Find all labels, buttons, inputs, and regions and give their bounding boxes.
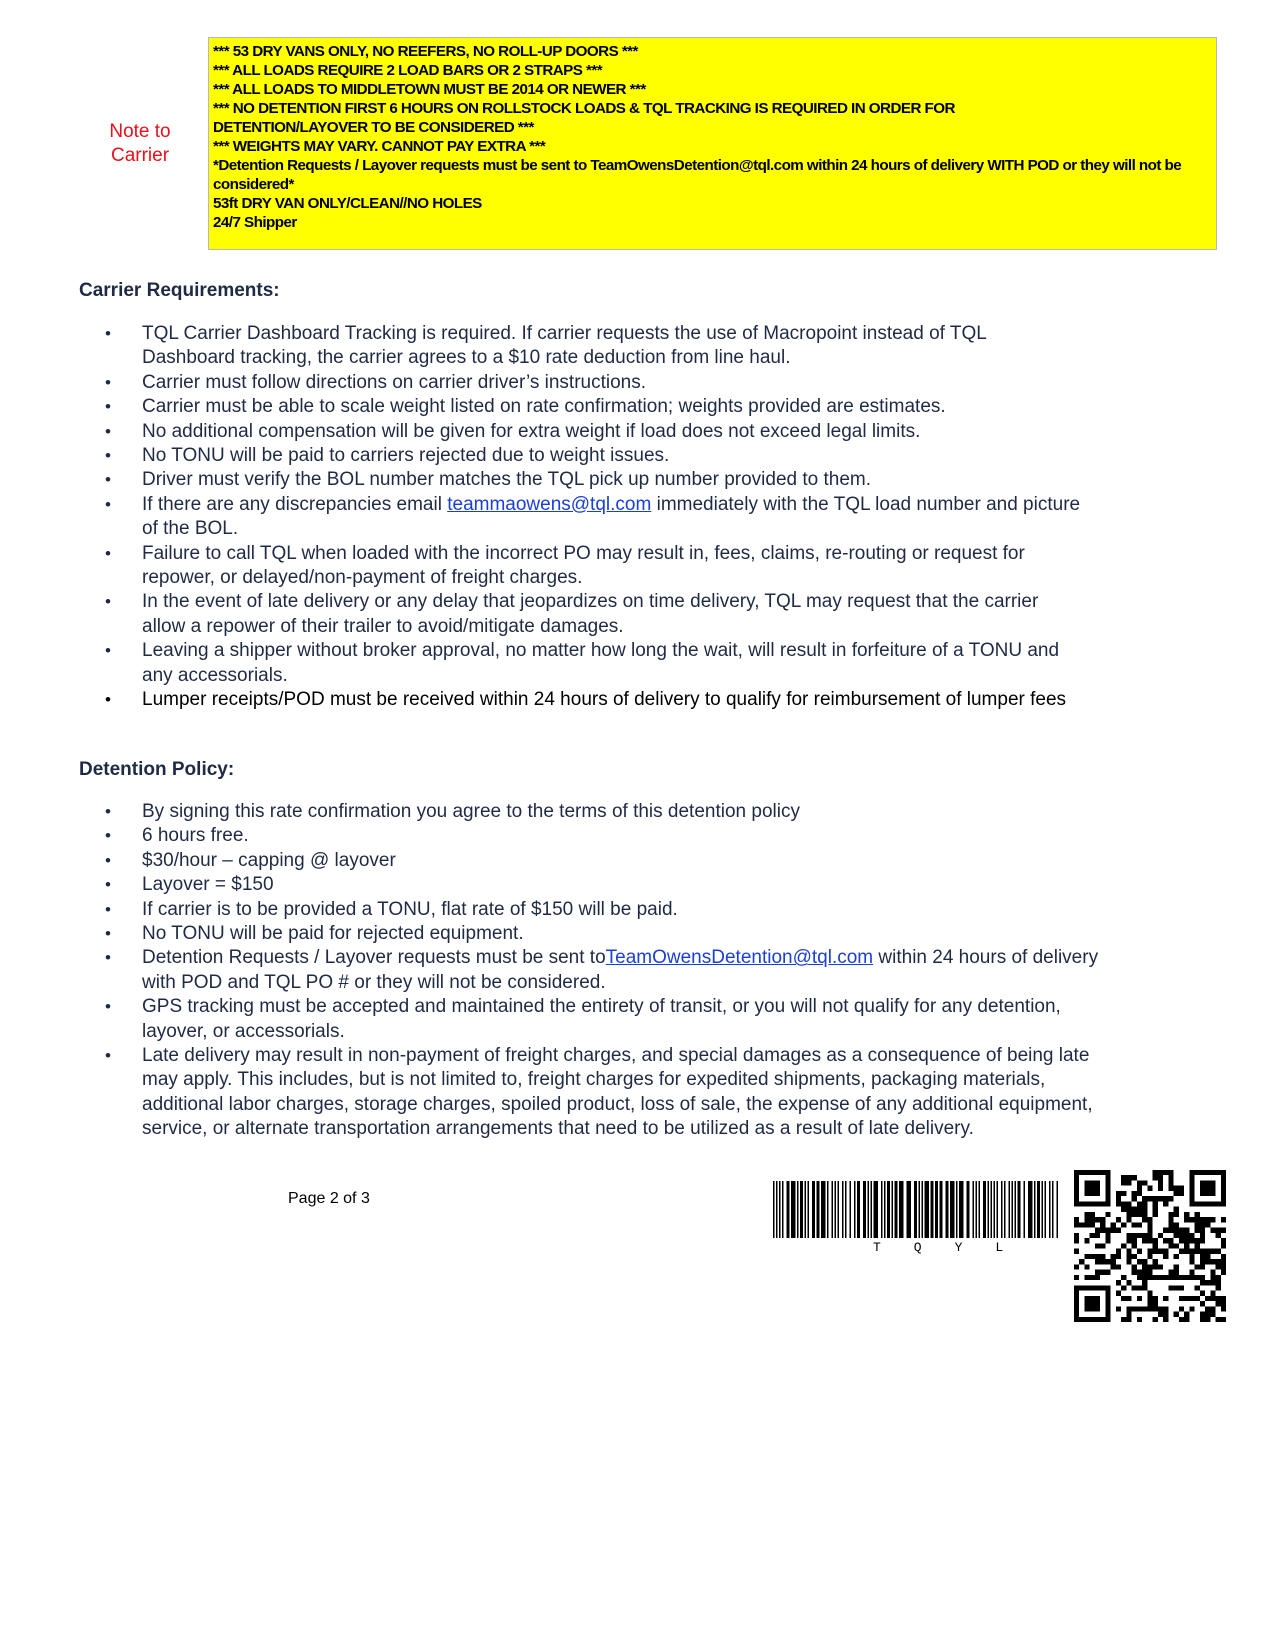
- bullet-icon: •: [105, 948, 111, 968]
- barcode-caption: TQYL: [873, 1240, 1037, 1255]
- note-line: *** ALL LOADS TO MIDDLETOWN MUST BE 2014 OR NEWER ***: [213, 81, 646, 98]
- list-item: • Failure to call TQL when loaded with the incorrect PO may result in, fees, claims, re-routing or request for repower, or delayed/non-payment of freight charges.: [105, 542, 1025, 589]
- email-link[interactable]: teammaowens@tql.com: [447, 493, 652, 515]
- list-item: • Lumper receipts/POD must be received within 24 hours of delivery to qualify for reimbursement of lumper fees: [104, 688, 1084, 712]
- carrier-requirements-list: [104, 322, 1084, 713]
- bullet-icon: •: [105, 875, 111, 895]
- list-item: • Carrier must be able to scale weight listed on rate confirmation; weights provided are estimates.: [104, 395, 1084, 419]
- note-line: 53ft DRY VAN ONLY/CLEAN//NO HOLES: [213, 195, 482, 212]
- list-item: • Detention Requests / Layover requests must be sent toTeamOwensDetention@tql.com within 24 hours of delivery with POD and TQL PO # or they will not be considered.: [105, 947, 1099, 993]
- bullet-icon: •: [105, 470, 111, 490]
- note-to-carrier-label: Note to Carrier: [109, 121, 171, 166]
- bullet-icon: •: [105, 690, 111, 710]
- list-item: • No TONU will be paid to carriers rejected due to weight issues.: [104, 444, 1084, 468]
- bullet-icon: •: [105, 592, 111, 612]
- list-item: • TQL Carrier Dashboard Tracking is required. If carrier requests the use of Macropoint instead of TQL Dashboard tracking, the carrier agrees to a $10 rate deduction from line haul.: [105, 323, 987, 369]
- email-link[interactable]: TeamOwensDetention@tql.com: [605, 947, 874, 969]
- bullet-icon: •: [105, 924, 111, 944]
- bullet-icon: •: [105, 494, 111, 514]
- bullet-icon: •: [105, 826, 111, 846]
- carrier-requirements-title: Carrier Requirements:: [79, 280, 280, 301]
- note-line: *** 53 DRY VANS ONLY, NO REEFERS, NO ROLL-UP DOORS ***: [213, 43, 638, 60]
- bullet-icon: •: [105, 446, 111, 466]
- list-item: • No additional compensation will be given for extra weight if load does not exceed legal limits.: [104, 420, 1084, 444]
- list-item: • Leaving a shipper without broker approval, no matter how long the wait, will result in forfeiture of a TONU and any accessorials.: [105, 640, 1060, 686]
- qr-code: [1074, 1170, 1226, 1322]
- bullet-icon: •: [105, 850, 111, 870]
- note-line: 24/7 Shipper: [213, 214, 297, 231]
- bullet-icon: •: [105, 372, 111, 392]
- note-line: *Detention Requests / Layover requests must be sent to TeamOwensDetention@tql.com within 24 hours of delivery WITH POD or they will not be considered*: [213, 157, 1182, 193]
- list-item: • Carrier must follow directions on carrier driver’s instructions.: [104, 371, 1084, 395]
- bullet-icon: •: [105, 997, 111, 1017]
- barcode: [773, 1181, 1058, 1238]
- list-item: • $30/hour – capping @ layover: [104, 849, 1104, 873]
- bullet-icon: •: [105, 324, 111, 343]
- bullet-icon: •: [105, 802, 111, 821]
- detention-policy-title: Detention Policy:: [79, 759, 235, 780]
- list-item: • 6 hours free.: [104, 824, 1104, 848]
- list-item: • In the event of late delivery or any delay that jeopardizes on time delivery, TQL may request that the carrier allow a repower of their trailer to avoid/mitigate damages.: [105, 591, 1039, 637]
- bullet-icon: •: [105, 543, 111, 563]
- list-item: • GPS tracking must be accepted and maintained the entirety of transit, or you will not qualify for any detention, layover, or accessorials.: [105, 996, 1061, 1042]
- list-item: • Late delivery may result in non-payment of freight charges, and special damages as a consequence of being late may apply. This includes, but is not limited to, freight charges for expedited shipments, packaging materials, additional labor charges, storage charges, spoiled product, loss of sale, the expense of any additional equipment, service, or alternate transportation arrangements that need to be utilized as a result of late delivery.: [105, 1045, 1093, 1140]
- carrier-notes-box: [208, 37, 1217, 250]
- list-item: • If there are any discrepancies email teammaowens@tql.com immediately with the TQL load number and picture of the BOL.: [105, 493, 1081, 540]
- bullet-icon: •: [105, 397, 111, 417]
- note-line: *** WEIGHTS MAY VARY. CANNOT PAY EXTRA ***: [213, 138, 546, 155]
- list-item: • No TONU will be paid for rejected equipment.: [104, 922, 1104, 946]
- detention-policy-list: [104, 800, 1104, 1142]
- note-line: *** ALL LOADS REQUIRE 2 LOAD BARS OR 2 STRAPS ***: [213, 62, 603, 79]
- bullet-icon: •: [105, 421, 111, 441]
- list-item: • Driver must verify the BOL number matches the TQL pick up number provided to them.: [104, 468, 1084, 492]
- bullet-icon: •: [105, 899, 111, 919]
- note-line: *** NO DETENTION FIRST 6 HOURS ON ROLLSTOCK LOADS & TQL TRACKING IS REQUIRED IN ORDER FOR DETENTION/LAYOVER TO BE CONSIDERED ***: [213, 100, 955, 136]
- list-item: • Layover = $150: [104, 873, 1104, 897]
- list-item: • By signing this rate confirmation you agree to the terms of this detention policy: [104, 800, 1104, 824]
- page-number: Page 2 of 3: [288, 1190, 370, 1207]
- list-item: • If carrier is to be provided a TONU, flat rate of $150 will be paid.: [104, 898, 1104, 922]
- bullet-icon: •: [105, 641, 111, 661]
- bullet-icon: •: [105, 1046, 111, 1066]
